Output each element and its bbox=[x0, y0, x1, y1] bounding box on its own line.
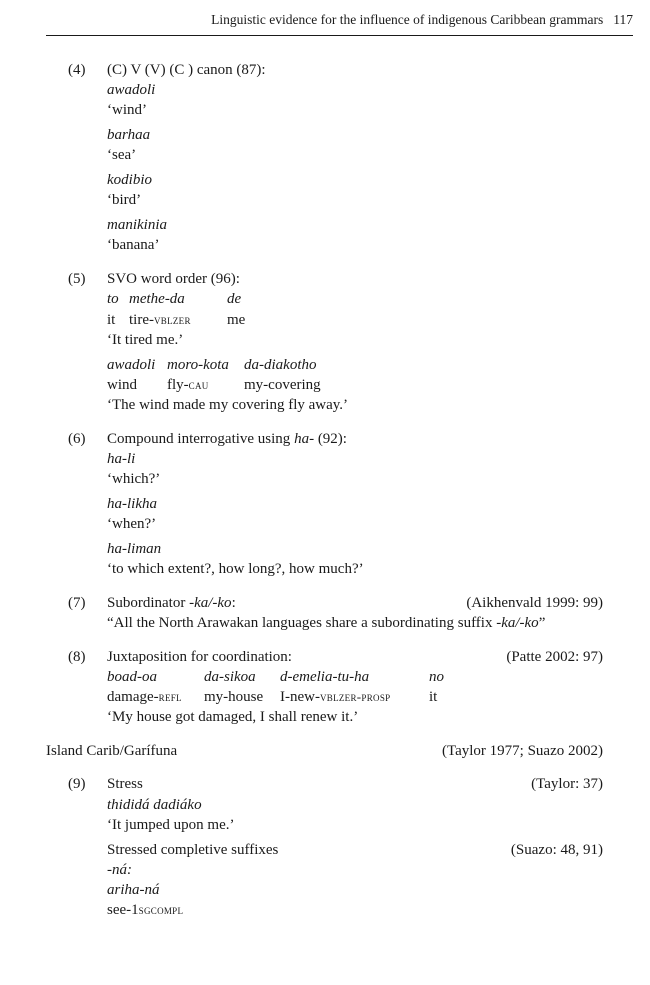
ex9-subtitle: Stressed completive suffixes bbox=[107, 842, 279, 858]
ex4-word-2: barhaa bbox=[107, 127, 151, 143]
ex5b-word-1: awadoli bbox=[107, 357, 156, 373]
ex7-source: (Aikhenvald 1999: 99) bbox=[466, 595, 603, 611]
running-title: Linguistic evidence for the influence of indigenous Caribbean grammars bbox=[211, 12, 604, 27]
ex4-gloss-3: ‘bird’ bbox=[107, 192, 142, 208]
ex7-quote: “All the North Arawakan languages share a subordinating suffix -ka/-ko” bbox=[107, 615, 546, 631]
ex8-number: (8) bbox=[68, 649, 86, 665]
ex5a-word-2: methe-da bbox=[129, 291, 185, 307]
ex9-gloss: ‘It jumped upon me.’ bbox=[107, 817, 235, 833]
ex5b-gloss-3: my-covering bbox=[244, 377, 321, 393]
ex8-word-1: boad-oa bbox=[107, 669, 157, 685]
ex5b-translation: ‘The wind made my covering fly away.’ bbox=[107, 397, 349, 413]
ex5a-translation: ‘It tired me.’ bbox=[107, 332, 184, 348]
page-number: 117 bbox=[613, 12, 633, 27]
ex5a-word-3: de bbox=[227, 291, 242, 307]
ex6-word-1: ha-li bbox=[107, 451, 136, 467]
ex8-source: (Patte 2002: 97) bbox=[506, 649, 603, 665]
running-header bbox=[46, 10, 633, 36]
ex7-title: Subordinator -ka/-ko: bbox=[107, 595, 236, 611]
ex5a-gloss-1: it bbox=[107, 312, 116, 328]
ex5-number: (5) bbox=[68, 271, 86, 287]
ex9-example-gloss: see-1sgcompl bbox=[107, 902, 184, 918]
ex5b-gloss-1: wind bbox=[107, 377, 137, 393]
ex9-number: (9) bbox=[68, 776, 86, 792]
ex4-gloss-1: ‘wind’ bbox=[107, 102, 147, 118]
ex6-gloss-3: ‘to which extent?, how long?, how much?’ bbox=[107, 561, 364, 577]
ex5a-gloss-3: me bbox=[227, 312, 246, 328]
ex8-word-3: d-emelia-tu-ha bbox=[280, 669, 370, 685]
ex5b-word-3: da-diakotho bbox=[244, 357, 317, 373]
ex4-word-3: kodibio bbox=[107, 172, 152, 188]
ex5a-word-1: to bbox=[107, 291, 119, 307]
ex5b-word-2: moro-kota bbox=[167, 357, 229, 373]
section-source: (Taylor 1977; Suazo 2002) bbox=[441, 743, 603, 759]
ex6-gloss-1: ‘which?’ bbox=[107, 471, 161, 487]
ex9-subsource: (Suazo: 48, 91) bbox=[510, 842, 603, 858]
ex8-translation: ‘My house got damaged, I shall renew it.’ bbox=[107, 709, 359, 725]
ex4-word-1: awadoli bbox=[107, 82, 156, 98]
ex4-number: (4) bbox=[68, 62, 86, 78]
ex7-number: (7) bbox=[68, 595, 86, 611]
ex8-gloss-1: damage-refl bbox=[107, 689, 182, 705]
section-title: Island Carib/Garífuna bbox=[46, 743, 178, 759]
ex6-title: Compound interrogative using ha- (92): bbox=[107, 431, 347, 447]
ex6-word-2: ha-likha bbox=[107, 496, 157, 512]
ex9-title: Stress bbox=[107, 776, 143, 792]
ex8-title: Juxtaposition for coordination: bbox=[107, 649, 292, 665]
ex6-gloss-2: ‘when?’ bbox=[107, 516, 157, 532]
ex5a-gloss-2: tire-vblzer bbox=[129, 312, 191, 328]
ex4-gloss-2: ‘sea’ bbox=[107, 147, 137, 163]
ex9-example: ariha-ná bbox=[107, 882, 160, 898]
ex6-word-3: ha-liman bbox=[107, 541, 162, 557]
ex8-gloss-3: I-new-vblzer-prosp bbox=[280, 689, 391, 705]
ex9-source: (Taylor: 37) bbox=[531, 776, 603, 792]
ex4-title: (C) V (V) (C ) canon (87): bbox=[107, 62, 266, 78]
ex6-number: (6) bbox=[68, 431, 86, 447]
ex5-title: SVO word order (96): bbox=[107, 271, 240, 287]
ex4-gloss-4: ‘banana’ bbox=[107, 237, 160, 253]
ex4-word-4: manikinia bbox=[107, 217, 167, 233]
ex8-gloss-2: my-house bbox=[204, 689, 264, 705]
ex8-word-2: da-sikoa bbox=[204, 669, 256, 685]
ex8-gloss-4: it bbox=[429, 689, 438, 705]
ex5b-gloss-2: fly-cau bbox=[167, 377, 209, 393]
ex9-suffix: -ná: bbox=[107, 862, 132, 878]
ex9-word: thididá dadiáko bbox=[107, 797, 202, 813]
ex8-word-4: no bbox=[429, 669, 444, 685]
